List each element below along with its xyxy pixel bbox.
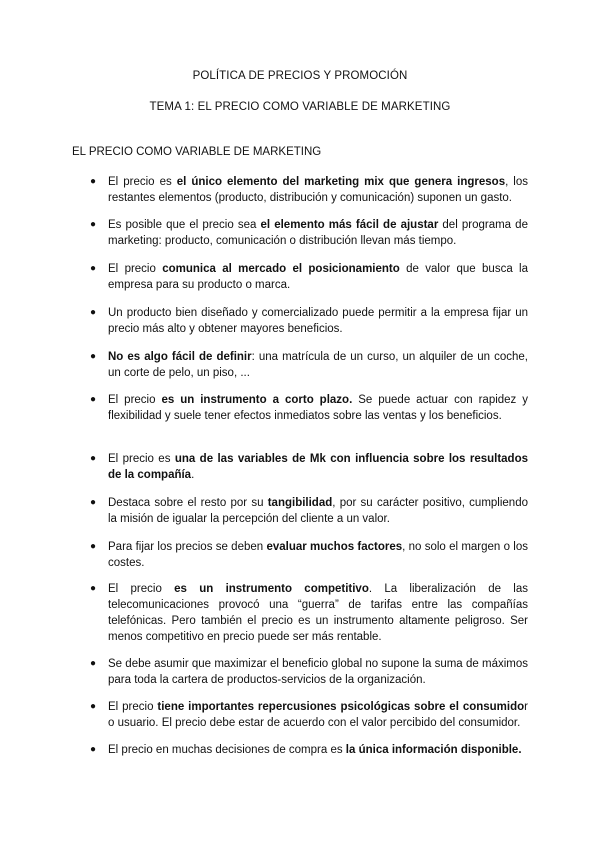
- bullet-icon: ●: [90, 583, 97, 594]
- text-run: del programa de marketing: producto, comunicación o distribución llevan más tiempo.: [108, 219, 528, 247]
- text-run: El precio: [108, 263, 163, 275]
- list-item-text: [108, 261, 528, 293]
- text-run: r o usuario. El precio debe estar de acuerdo con el valor percibido del consumidor.: [108, 701, 528, 729]
- list-item-text: [108, 174, 528, 206]
- text-run: El precio es: [108, 453, 175, 465]
- text-run: , por su carácter positivo, cumpliendo la misión de igualar la percepción del cliente a un valor.: [108, 497, 528, 525]
- list-item-text: [108, 349, 528, 381]
- bold-text: el elemento más fácil de ajustar: [260, 219, 439, 231]
- text-run: El precio en muchas decisiones de compra es: [108, 744, 346, 756]
- list-item-text: [108, 217, 528, 249]
- text-run: Se debe asumir que maximizar el beneficio global no supone la suma de máximos para toda la cartera de productos-servicios de la organización.: [108, 658, 528, 686]
- list-item-text: [108, 699, 528, 731]
- text-run: de valor que busca la empresa para su producto o marca.: [108, 263, 529, 291]
- bold-text: es un instrumento competitivo: [174, 583, 369, 595]
- bold-text: tangibilidad: [267, 497, 333, 509]
- text-run: Se puede actuar con rapidez y flexibilidad y suele tener efectos inmediatos sobre las ventas y los beneficios.: [108, 394, 529, 422]
- bullet-icon: ●: [90, 701, 97, 712]
- bold-text: evaluar muchos factores: [266, 541, 403, 553]
- text-run: .: [191, 469, 195, 481]
- bullet-icon: ●: [90, 176, 97, 187]
- text-run: El precio: [108, 583, 175, 595]
- bullet-icon: ●: [90, 497, 97, 508]
- bold-text: comunica al mercado el posicionamiento: [162, 263, 400, 275]
- bold-text: el único elemento del marketing mix que genera ingresos: [176, 176, 506, 188]
- list-item-text: [108, 581, 528, 645]
- bullet-icon: ●: [90, 658, 97, 669]
- bullet-icon: ●: [90, 744, 97, 755]
- text-run: . La liberalización de las telecomunicaciones provocó una “guerra” de tarifas entre las compañías telefónicas. Pero también el precio es un instrumento altamente peligroso. Ser menos competitivo en precio puede ser más rentable.: [108, 583, 528, 643]
- bold-text: una de las variables de Mk con influencia sobre los resultados de la compañía: [108, 453, 528, 481]
- list-item-text: [108, 656, 528, 688]
- bullet-icon: ●: [90, 541, 97, 552]
- list-item-text: [108, 392, 528, 424]
- list-item-text: [108, 742, 528, 758]
- list-item-text: [108, 305, 528, 337]
- text-run: , los restantes elementos (producto, distribución y comunicación) suponen un gasto.: [108, 176, 529, 204]
- text-run: El precio: [108, 394, 162, 406]
- bullet-icon: ●: [90, 453, 97, 464]
- text-run: El precio es: [108, 176, 177, 188]
- bold-text: es un instrumento a corto plazo.: [161, 394, 353, 406]
- list-item-text: [108, 539, 528, 571]
- bullet-icon: ●: [90, 394, 97, 405]
- bullet-icon: ●: [90, 307, 97, 318]
- bullet-icon: ●: [90, 351, 97, 362]
- section-heading: EL PRECIO COMO VARIABLE DE MARKETING: [72, 146, 322, 158]
- bold-text: No es algo fácil de definir: [108, 351, 252, 363]
- list-item-text: [108, 495, 528, 527]
- text-run: El precio: [108, 701, 158, 713]
- list-item-text: [108, 451, 528, 483]
- text-run: : una matrícula de un curso, un alquiler de un coche, un corte de pelo, un piso, ...: [108, 351, 529, 379]
- document-subtitle: TEMA 1: EL PRECIO COMO VARIABLE DE MARKETING: [149, 101, 451, 113]
- text-run: Un producto bien diseñado y comercializado puede permitir a la empresa fijar un precio más alto y obtener mayores beneficios.: [108, 307, 528, 335]
- text-run: Para fijar los precios se deben: [108, 541, 267, 553]
- text-run: Es posible que el precio sea: [108, 219, 261, 231]
- text-run: , no solo el margen o los costes.: [108, 541, 528, 569]
- document-title: POLÍTICA DE PRECIOS Y PROMOCIÓN: [192, 70, 408, 82]
- bullet-icon: ●: [90, 219, 97, 230]
- text-run: Destaca sobre el resto por su: [108, 497, 268, 509]
- bold-text: tiene importantes repercusiones psicológicas sobre el consumido: [157, 701, 525, 713]
- bold-text: la única información disponible.: [345, 744, 522, 756]
- bullet-icon: ●: [90, 263, 97, 274]
